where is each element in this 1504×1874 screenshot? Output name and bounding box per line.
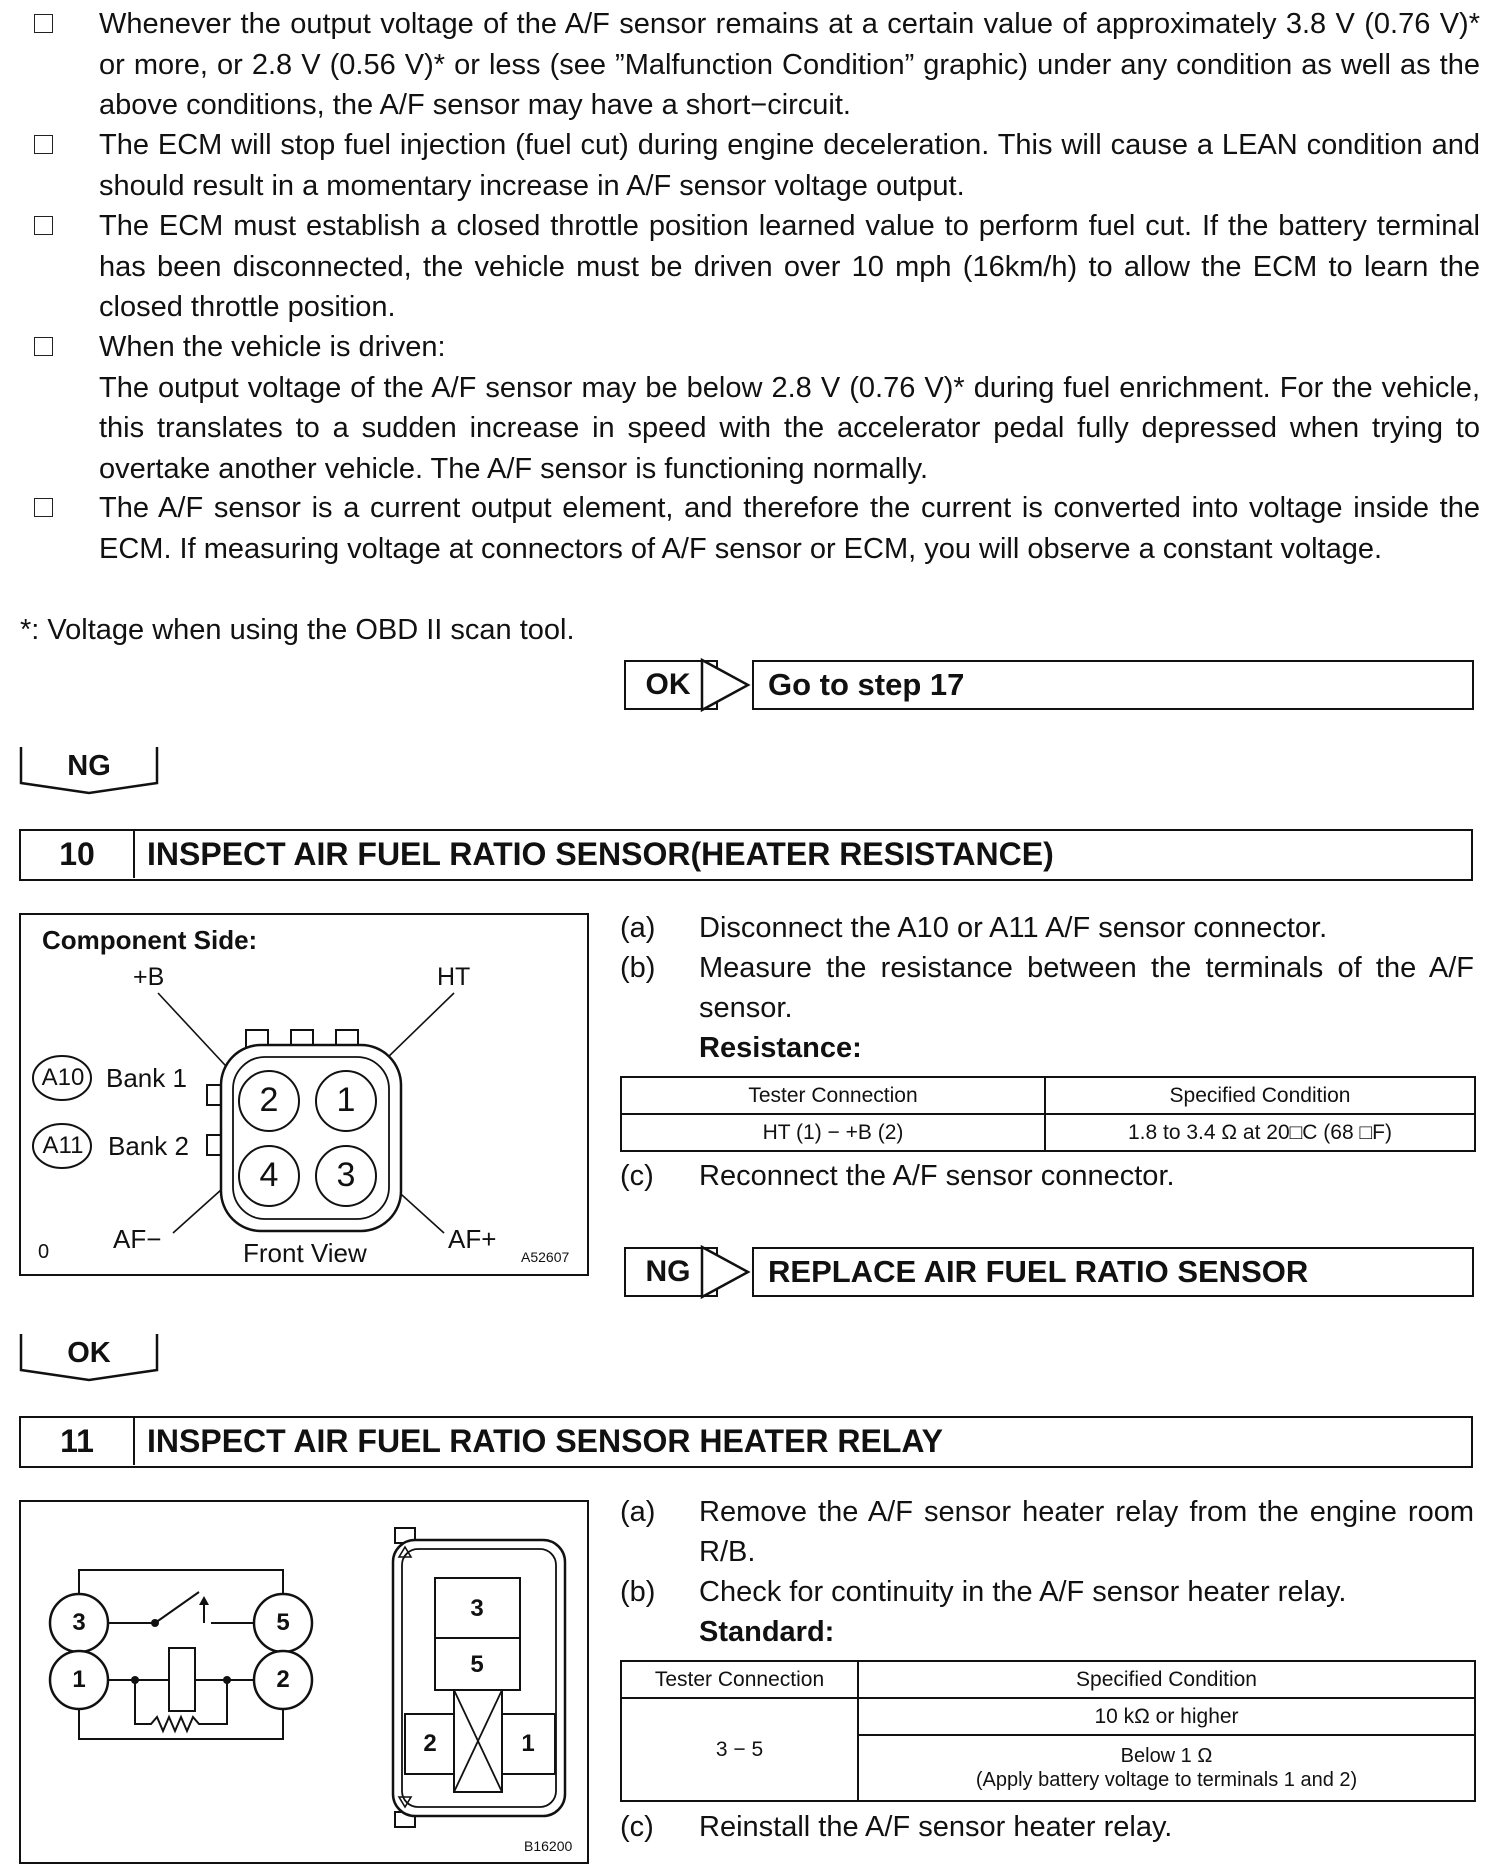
note-item (0, 4, 1480, 126)
replace-sensor-text: REPLACE AIR FUEL RATIO SENSOR (768, 1254, 1309, 1289)
step-text: Reconnect the A/F sensor connector. (699, 1160, 1175, 1192)
note-text: The ECM must establish a closed throttle position learned value to perform fuel cut. If the battery terminal has been disconnected, the vehicle must be driven over 10 mph (16km/h) to allow the ECM to learn the closed throttle position. (99, 210, 1480, 323)
terminal-2: 2 (276, 1666, 290, 1693)
relay-drawing (21, 1502, 587, 1862)
ht-label: HT (437, 963, 471, 991)
ng-flag (19, 745, 159, 795)
note-text: When the vehicle is driven: (99, 331, 446, 363)
figure-code: A52607 (521, 1249, 570, 1265)
figure-code: B16200 (524, 1838, 573, 1854)
note-text: The output voltage of the A/F sensor may be below 2.8 V (0.76 V)* during fuel enrichment. For the vehicle, this translates to a sudden increase in speed with the accelerator pedal fully depressed when trying to overtake another vehicle. The A/F sensor is functioning normally. (99, 371, 1480, 485)
bank-1-label: Bank 1 (106, 1063, 187, 1093)
resistance-heading: Resistance: (699, 1032, 862, 1064)
a11-badge: A11 (42, 1132, 84, 1159)
corner-mark: 0 (38, 1241, 50, 1263)
table-cell (858, 1735, 1475, 1801)
component-side-label: Component Side: (42, 925, 258, 955)
checkbox-square-icon (34, 337, 53, 356)
ok-flag-label: OK (67, 1337, 111, 1369)
note-item (0, 125, 1480, 207)
note-text: Whenever the output voltage of the A/F sensor remains at a certain value of approximately 3.8 V (0.76 V)* or more, or 2.8 V (0.56 V)* or less (see ”Malfunction Condition” graphic) under any condition as well as the above conditions, the A/F sensor may have a short−circuit. (99, 8, 1480, 121)
checkbox-square-icon (34, 135, 53, 154)
step-10-header (19, 829, 1473, 881)
connector-diagram (19, 913, 589, 1276)
terminal-1: 1 (72, 1666, 86, 1693)
a10-badge: A10 (41, 1064, 85, 1091)
checkbox-square-icon (34, 216, 53, 235)
relay-slot-1: 1 (521, 1730, 535, 1757)
ng-label: NG (645, 1255, 691, 1288)
step-number: 10 (21, 831, 135, 878)
table-row (621, 1698, 1475, 1735)
table-cell: 1.8 to 3.4 Ω at 20□C (68 □F) (1045, 1114, 1475, 1151)
checkbox-square-icon (34, 498, 53, 517)
step-text: Disconnect the A10 or A11 A/F sensor connector. (699, 912, 1328, 944)
af-plus-label: AF+ (448, 1224, 497, 1254)
instruction-step (620, 1807, 1474, 1847)
table-header: Tester Connection (621, 1661, 858, 1698)
table-cell: 10 kΩ or higher (858, 1698, 1475, 1735)
step-11-header (19, 1416, 1473, 1468)
continuity-table (620, 1660, 1476, 1802)
step-label: (b) (620, 952, 656, 984)
step-text: Remove the A/F sensor heater relay from the engine room R/B. (699, 1496, 1474, 1568)
table-header: Tester Connection (621, 1077, 1045, 1114)
step-text: Reinstall the A/F sensor heater relay. (699, 1811, 1173, 1843)
step-title: INSPECT AIR FUEL RATIO SENSOR HEATER RELAY (147, 1423, 943, 1459)
step-title: INSPECT AIR FUEL RATIO SENSOR(HEATER RESISTANCE) (147, 836, 1054, 872)
note-item (0, 206, 1480, 328)
resistance-table (620, 1076, 1476, 1152)
instruction-step (620, 908, 1474, 948)
step-label: (a) (620, 912, 656, 944)
front-view-label: Front View (243, 1238, 367, 1268)
af-minus-label: AF− (113, 1224, 162, 1254)
relay-slot-2: 2 (423, 1730, 437, 1757)
note-text: The A/F sensor is a current output element, and therefore the current is converted into voltage inside the ECM. If measuring voltage at connectors of A/F sensor or ECM, you will observe a constant voltage. (99, 492, 1480, 565)
table-row (621, 1114, 1475, 1151)
step-label: (c) (620, 1160, 654, 1192)
table-header-row (621, 1661, 1475, 1698)
step-number: 11 (21, 1418, 135, 1465)
connector-drawing (21, 915, 587, 1274)
instruction-step (620, 948, 1474, 1028)
table-header: Specified Condition (1045, 1077, 1475, 1114)
bank-2-label: Bank 2 (108, 1131, 189, 1161)
table-cell: HT (1) − +B (2) (621, 1114, 1045, 1151)
ok-label: OK (645, 668, 691, 701)
pin-4: 4 (259, 1156, 279, 1194)
go-to-step-17-text: Go to step 17 (768, 667, 965, 702)
ok-flag (19, 1332, 159, 1382)
relay-slot-5: 5 (470, 1651, 484, 1678)
plus-b-label: +B (133, 963, 165, 991)
ng-flag-label: NG (67, 750, 111, 782)
step-text: Measure the resistance between the terminals of the A/F sensor. (699, 952, 1474, 1024)
pin-3: 3 (336, 1156, 356, 1194)
note-item (0, 488, 1480, 610)
terminal-3: 3 (72, 1609, 86, 1636)
instruction-step (620, 1156, 1474, 1196)
standard-heading: Standard: (699, 1616, 835, 1648)
note-item (0, 327, 1480, 489)
note-text: The ECM will stop fuel injection (fuel cut) during engine deceleration. This will cause a LEAN condition and should result in a momentary increase in A/F sensor voltage output. (99, 129, 1480, 202)
terminal-5: 5 (276, 1609, 290, 1636)
step-label: (c) (620, 1811, 654, 1843)
instruction-step (620, 1572, 1474, 1612)
step-text: Check for continuity in the A/F sensor heater relay. (699, 1576, 1347, 1608)
condition-note: (Apply battery voltage to terminals 1 and 2) (975, 1769, 1358, 1791)
table-cell: 3 − 5 (621, 1698, 858, 1801)
pin-2: 2 (259, 1081, 279, 1119)
table-header-row (621, 1077, 1475, 1114)
condition-value: Below 1 Ω (1120, 1745, 1213, 1767)
instruction-step (620, 1492, 1474, 1572)
step-label: (a) (620, 1496, 656, 1528)
step-label: (b) (620, 1576, 656, 1608)
footnote: *: Voltage when using the OBD II scan tool. (20, 614, 575, 646)
relay-slot-3: 3 (470, 1595, 484, 1622)
checkbox-square-icon (34, 14, 53, 33)
table-header: Specified Condition (858, 1661, 1475, 1698)
pin-1: 1 (336, 1081, 356, 1119)
relay-diagram (19, 1500, 589, 1864)
